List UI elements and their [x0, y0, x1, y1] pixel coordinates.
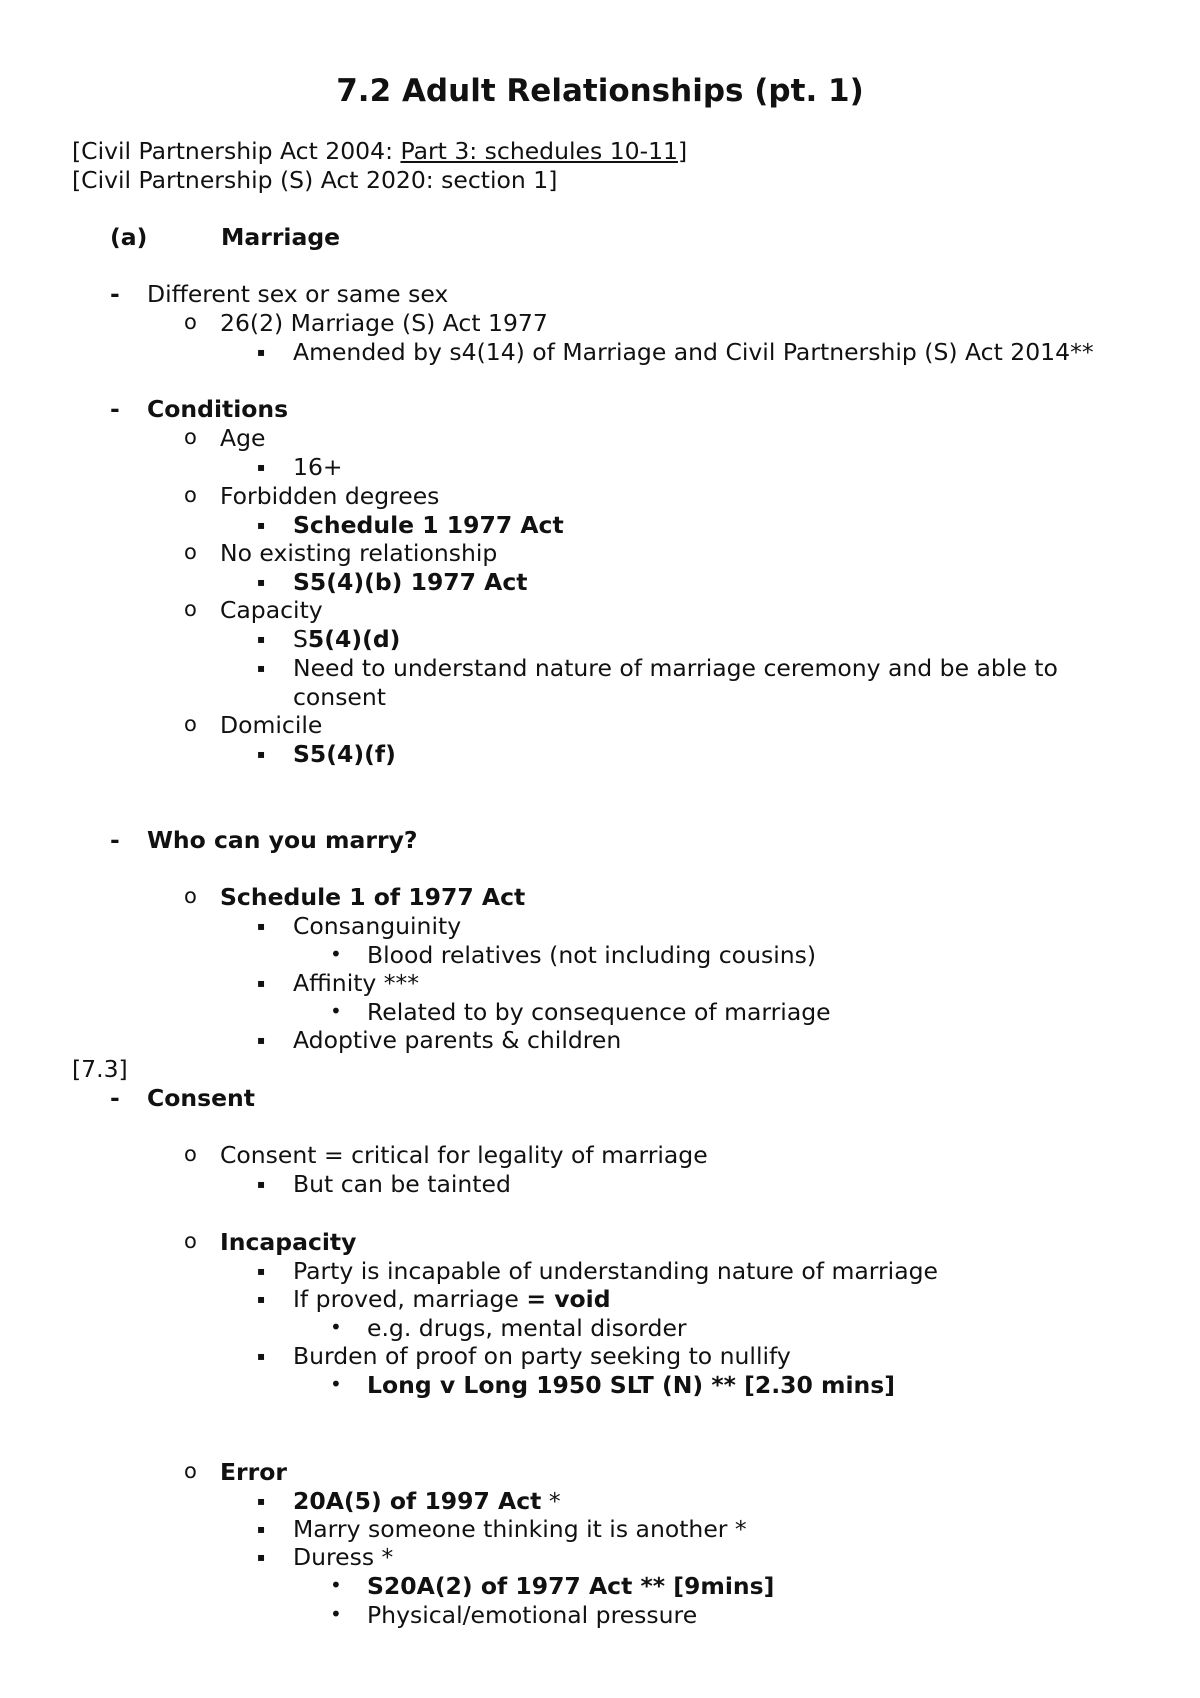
square-bullet: ▪ [257, 1349, 266, 1363]
list-item: Affinity *** [293, 969, 420, 997]
incapacity-heading: Incapacity [220, 1228, 357, 1256]
circle-bullet: o [184, 712, 197, 736]
round-bullet: • [330, 942, 342, 966]
capacity-ref-rest: 5(4)(d) [307, 625, 401, 653]
square-bullet: ▪ [257, 1550, 266, 1564]
list-item: Schedule 1 1977 Act [293, 511, 564, 539]
list-item: Need to understand nature of marriage ceremony and be able to [293, 654, 1058, 682]
square-bullet: ▪ [257, 345, 266, 359]
error-heading: Error [220, 1458, 287, 1486]
circle-bullet: o [184, 540, 197, 564]
list-item: Forbidden degrees [220, 482, 440, 510]
reference-suffix: ] [677, 137, 688, 165]
list-item: Adoptive parents & children [293, 1026, 622, 1054]
list-item: 16+ [293, 453, 343, 481]
round-bullet: • [330, 999, 342, 1023]
list-item-continuation: consent [293, 683, 387, 711]
list-item: Related to by consequence of marriage [367, 998, 831, 1026]
round-bullet: • [330, 1315, 342, 1339]
list-item: Physical/emotional pressure [367, 1601, 698, 1629]
void-text: = void [526, 1285, 611, 1313]
circle-bullet: o [184, 1459, 197, 1483]
circle-bullet: o [184, 1142, 197, 1166]
list-item: Burden of proof on party seeking to nullify [293, 1342, 791, 1370]
reference-line-civil-partnership-2004 [72, 137, 688, 165]
dash-bullet: - [110, 826, 120, 854]
square-bullet: ▪ [257, 919, 266, 933]
list-item: No existing relationship [220, 539, 498, 567]
list-item: Age [220, 424, 266, 452]
square-bullet: ▪ [257, 1177, 266, 1191]
proved-text: If proved, marriage [293, 1285, 527, 1313]
section-a-label: (a) [110, 223, 148, 251]
list-item: Schedule 1 of 1977 Act [220, 883, 526, 911]
circle-bullet: o [184, 425, 197, 449]
square-bullet: ▪ [257, 1522, 266, 1536]
round-bullet: • [330, 1372, 342, 1396]
square-bullet: ▪ [257, 976, 266, 990]
page-title: 7.2 Adult Relationships (pt. 1) [336, 73, 864, 109]
section-7-3-label: [7.3] [72, 1055, 128, 1083]
list-item [293, 625, 401, 653]
list-item: Duress * [293, 1543, 394, 1571]
list-item: Amended by s4(14) of Marriage and Civil Partnership (S) Act 2014** [293, 338, 1094, 366]
dash-bullet: - [110, 395, 120, 423]
dash-bullet: - [110, 1084, 120, 1112]
square-bullet: ▪ [257, 1264, 266, 1278]
reference-prefix: [Civil Partnership Act 2004: [72, 137, 401, 165]
square-bullet: ▪ [257, 632, 266, 646]
circle-bullet: o [184, 884, 197, 908]
list-item: Party is incapable of understanding nature of marriage [293, 1257, 938, 1285]
circle-bullet: o [184, 483, 197, 507]
circle-bullet: o [184, 310, 197, 334]
list-item [293, 1285, 611, 1313]
dash-bullet: - [110, 280, 120, 308]
reference-line-civil-partnership-2020: [Civil Partnership (S) Act 2020: section 1] [72, 166, 558, 194]
square-bullet: ▪ [257, 460, 266, 474]
list-item: 26(2) Marriage (S) Act 1977 [220, 309, 548, 337]
square-bullet: ▪ [257, 575, 266, 589]
list-item: e.g. drugs, mental disorder [367, 1314, 687, 1342]
square-bullet: ▪ [257, 661, 266, 675]
list-item: S5(4)(b) 1977 Act [293, 568, 528, 596]
list-item: Marry someone thinking it is another * [293, 1515, 747, 1543]
list-item: But can be tainted [293, 1170, 511, 1198]
list-item: Consent = critical for legality of marriage [220, 1141, 708, 1169]
consent-heading: Consent [147, 1084, 256, 1112]
list-item: Consanguinity [293, 912, 462, 940]
square-bullet: ▪ [257, 518, 266, 532]
list-item: Capacity [220, 596, 323, 624]
capacity-ref-s: S [293, 625, 308, 653]
who-heading: Who can you marry? [147, 826, 418, 854]
square-bullet: ▪ [257, 1033, 266, 1047]
round-bullet: • [330, 1602, 342, 1626]
section-a-heading: Marriage [221, 223, 341, 251]
error-ref-star: * [541, 1487, 561, 1515]
circle-bullet: o [184, 1229, 197, 1253]
square-bullet: ▪ [257, 1292, 266, 1306]
list-item: Different sex or same sex [147, 280, 449, 308]
schedules-link[interactable]: Part 3: schedules 10-11 [400, 137, 678, 165]
list-item [293, 1487, 561, 1515]
list-item: Long v Long 1950 SLT (N) ** [2.30 mins] [367, 1371, 896, 1399]
list-item: Domicile [220, 711, 323, 739]
conditions-heading: Conditions [147, 395, 289, 423]
circle-bullet: o [184, 597, 197, 621]
error-ref: 20A(5) of 1997 Act [293, 1487, 542, 1515]
list-item: S20A(2) of 1977 Act ** [9mins] [367, 1572, 775, 1600]
square-bullet: ▪ [257, 1494, 266, 1508]
square-bullet: ▪ [257, 747, 266, 761]
list-item: Blood relatives (not including cousins) [367, 941, 817, 969]
list-item: S5(4)(f) [293, 740, 396, 768]
round-bullet: • [330, 1573, 342, 1597]
